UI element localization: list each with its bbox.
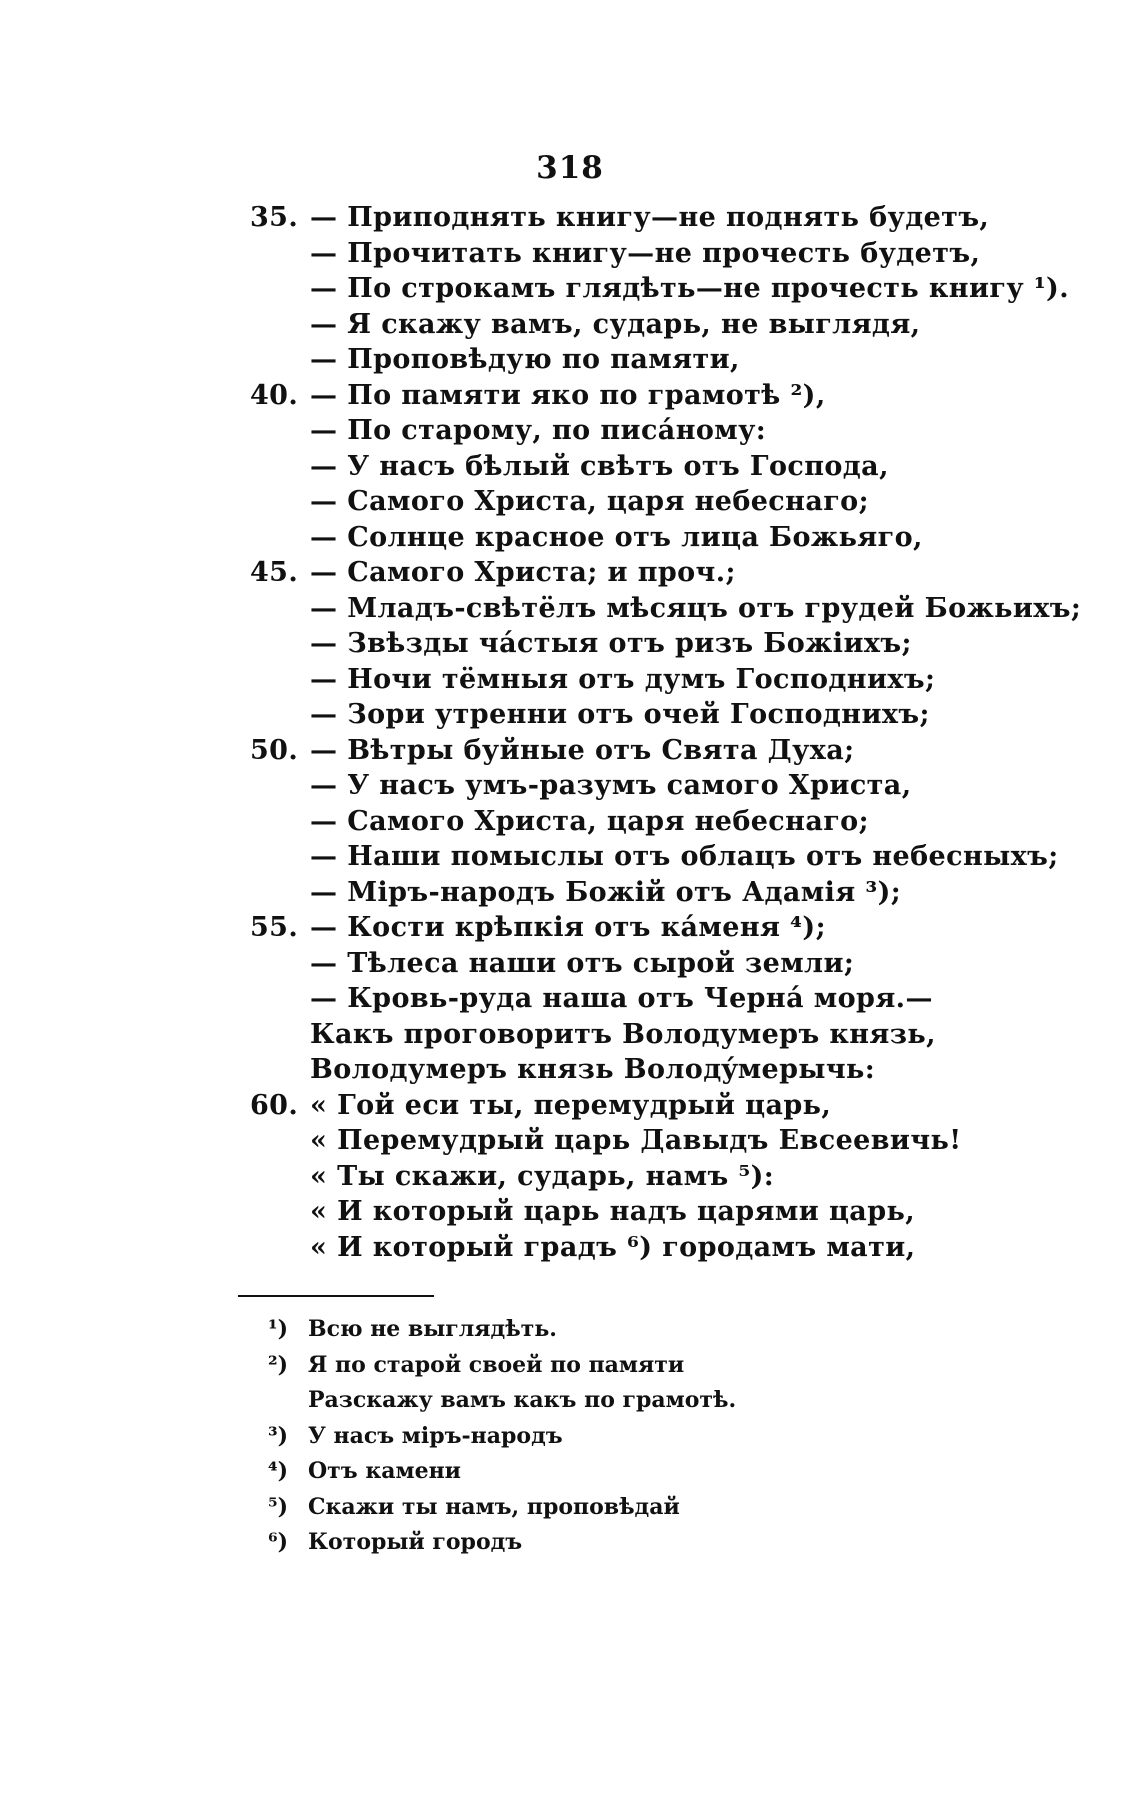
verse-line bbox=[250, 697, 1110, 733]
verse-text: — По памяти яко по грамотѣ ²), bbox=[310, 379, 826, 411]
line-number: 60. bbox=[250, 1089, 299, 1121]
verse-line bbox=[250, 520, 1110, 556]
footnote-mark: ²) bbox=[268, 1351, 289, 1378]
verse-line bbox=[250, 591, 1110, 627]
verse-text: « И который царь надъ царями царь, bbox=[310, 1196, 916, 1227]
verse-line bbox=[250, 1088, 1110, 1124]
footnote-text: Который городъ bbox=[308, 1529, 523, 1555]
verse-line bbox=[250, 1017, 1110, 1053]
footnote-text: Скажи ты намъ, проповѣдай bbox=[308, 1493, 680, 1520]
verse-line bbox=[250, 307, 1110, 343]
page-number: 318 bbox=[536, 150, 604, 186]
line-number: 45. bbox=[250, 557, 299, 588]
verse-line bbox=[250, 413, 1110, 449]
verse-line bbox=[250, 1230, 1110, 1266]
verse-line bbox=[250, 1052, 1110, 1088]
verse-line bbox=[250, 1194, 1110, 1230]
footnote-text: Разскажу вамъ какъ по грамотѣ. bbox=[308, 1387, 737, 1413]
verse-text: — Солнце красное отъ лица Божьяго, bbox=[310, 521, 923, 553]
verse-line bbox=[250, 768, 1110, 804]
footnote-mark: ⁵) bbox=[268, 1493, 289, 1520]
footnote-text: Я по старой своей по памяти bbox=[308, 1351, 685, 1378]
verse-line bbox=[250, 449, 1110, 485]
verse-text: — Я скажу вамъ, сударь, не выглядя, bbox=[310, 308, 921, 340]
verse-line bbox=[250, 804, 1110, 840]
verse-line bbox=[250, 378, 1110, 414]
footnote bbox=[268, 1383, 1068, 1419]
footnote bbox=[268, 1348, 1068, 1384]
verse-line bbox=[250, 1159, 1110, 1195]
verse-text: « Перемудрый царь Давыдъ Евсеевичь! bbox=[310, 1125, 962, 1156]
footnote bbox=[268, 1312, 1068, 1348]
footnote bbox=[268, 1490, 1068, 1526]
verse-line bbox=[250, 626, 1110, 662]
verse-text: — Кости крѣпкія отъ кáменя ⁴); bbox=[310, 912, 826, 943]
footnote-divider bbox=[238, 1295, 434, 1297]
verse-text: — Самого Христа; и проч.; bbox=[310, 557, 736, 588]
verse-text: « Ты скажи, сударь, намъ ⁵): bbox=[310, 1160, 775, 1192]
verse-text: Какъ проговоритъ Володумеръ князь, bbox=[310, 1018, 936, 1050]
verse-text: — Міръ-народъ Божій отъ Адамія ³); bbox=[310, 876, 902, 908]
verse-line bbox=[250, 662, 1110, 698]
verse-text: — Самого Христа, царя небеснаго; bbox=[310, 486, 869, 517]
verse-text: — Кровь-руда наша отъ Чернá моря.— bbox=[310, 983, 933, 1014]
verse-text: — По строкамъ глядѣть—не прочесть книгу ¹). bbox=[310, 273, 1070, 304]
verse-line bbox=[250, 981, 1110, 1017]
verse-line bbox=[250, 839, 1110, 875]
verse-line bbox=[250, 733, 1110, 769]
verse-text: — Прочитать книгу—не прочесть будетъ, bbox=[310, 237, 981, 269]
verse-text: — У насъ бѣлый свѣтъ отъ Господа, bbox=[310, 450, 889, 482]
footnote-mark: ⁶) bbox=[268, 1529, 289, 1555]
footnote bbox=[268, 1525, 1068, 1561]
verse-line bbox=[250, 236, 1110, 272]
verse-text: — Проповѣдую по памяти, bbox=[310, 344, 740, 375]
footnotes bbox=[268, 1312, 1068, 1561]
footnote-text: Отъ камени bbox=[308, 1458, 462, 1484]
line-number: 50. bbox=[250, 734, 299, 766]
verse-text: — Наши помыслы отъ облацъ отъ небесныхъ; bbox=[310, 841, 1059, 872]
footnote-mark: ¹) bbox=[268, 1316, 289, 1342]
footnote-text: У насъ міръ-народъ bbox=[308, 1422, 563, 1449]
footnote-mark: ⁴) bbox=[268, 1458, 289, 1484]
verse-line bbox=[250, 555, 1110, 591]
verse-text: — Вѣтры буйные отъ Свята Духа; bbox=[310, 734, 855, 766]
verse-text: « Гой еси ты, перемудрый царь, bbox=[310, 1089, 832, 1121]
verse-text: « И который градъ ⁶) городамъ мати, bbox=[310, 1231, 916, 1263]
verse-line bbox=[250, 200, 1110, 236]
verse-text: Володумеръ князь Володýмерычь: bbox=[310, 1054, 876, 1085]
verse-text: — Младъ-свѣтёлъ мѣсяцъ отъ грудей Божьихъ; bbox=[310, 592, 1082, 624]
verse-text: — Звѣзды чáстыя отъ ризъ Божіихъ; bbox=[310, 628, 912, 659]
verse-line bbox=[250, 271, 1110, 307]
verse-text: — Ночи тёмныя отъ думъ Господнихъ; bbox=[310, 663, 936, 695]
verse-text: — У насъ умъ-разумъ самого Христа, bbox=[310, 770, 912, 801]
verse-block bbox=[250, 200, 1110, 1265]
line-number: 40. bbox=[250, 379, 299, 411]
line-number: 35. bbox=[250, 202, 299, 233]
verse-text: — Приподнять книгу—не поднять будетъ, bbox=[310, 202, 990, 233]
footnote bbox=[268, 1454, 1068, 1490]
verse-text: — Зори утренни отъ очей Господнихъ; bbox=[310, 699, 930, 730]
verse-text: — Самого Христа, царя небеснаго; bbox=[310, 805, 869, 837]
line-number: 55. bbox=[250, 912, 299, 943]
verse-line bbox=[250, 342, 1110, 378]
verse-line bbox=[250, 484, 1110, 520]
verse-text: — Тѣлеса наши отъ сырой земли; bbox=[310, 947, 855, 979]
verse-line bbox=[250, 1123, 1110, 1159]
footnote-text: Всю не выглядѣть. bbox=[308, 1316, 557, 1342]
verse-line bbox=[250, 910, 1110, 946]
verse-line bbox=[250, 875, 1110, 911]
verse-text: — По старому, по писáному: bbox=[310, 415, 767, 446]
verse-line bbox=[250, 946, 1110, 982]
footnote-mark: ³) bbox=[268, 1422, 289, 1449]
footnote bbox=[268, 1419, 1068, 1455]
